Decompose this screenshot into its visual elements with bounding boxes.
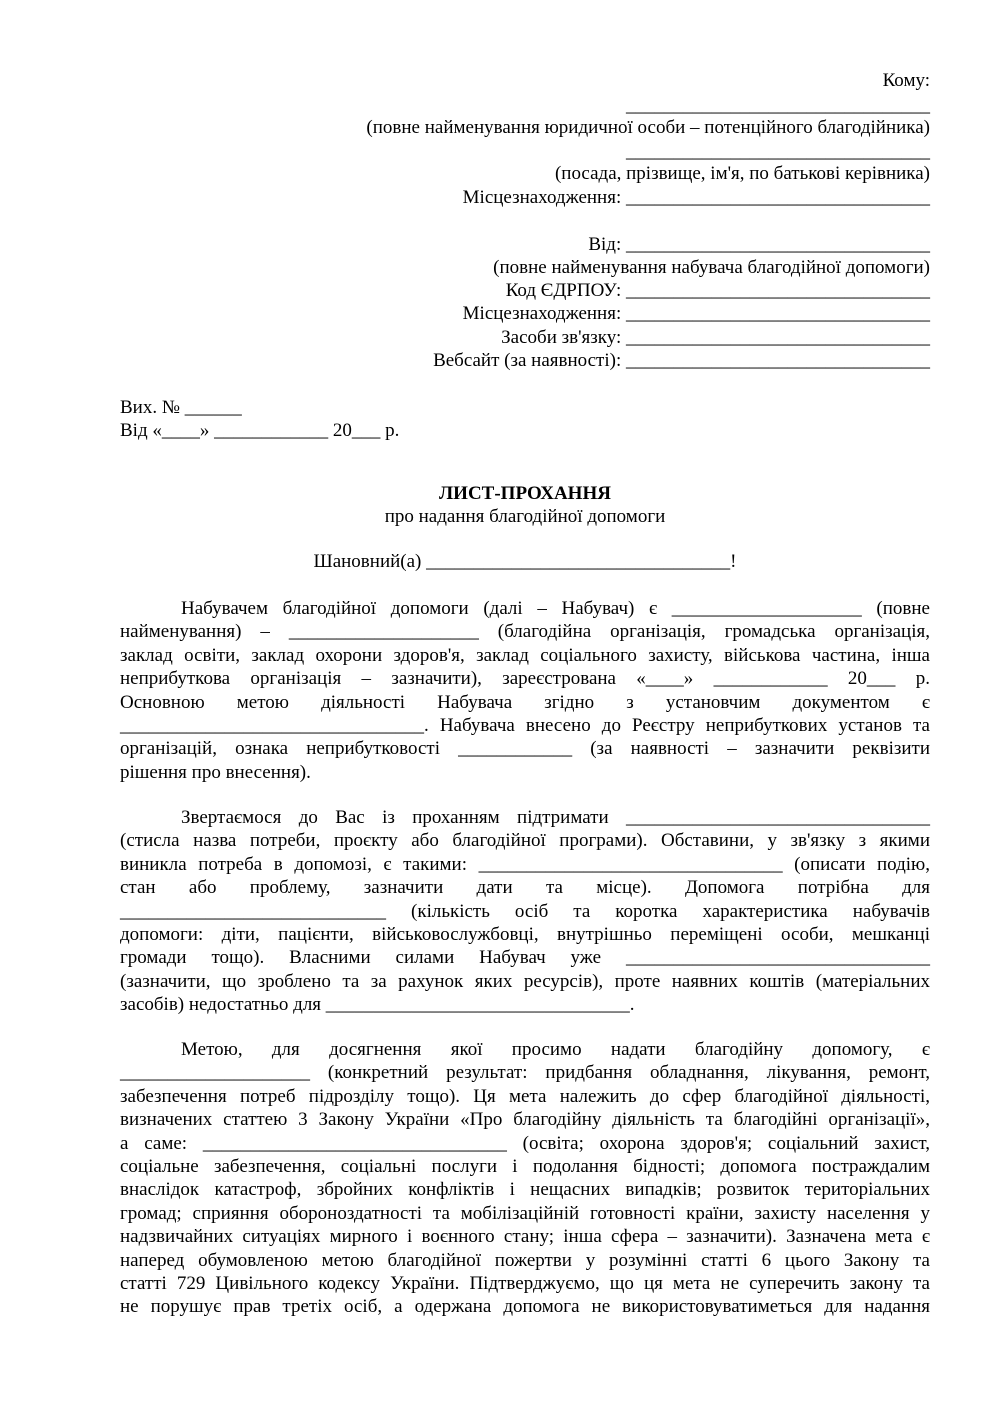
paragraph-line: забезпечення потреб підрозділу тощо). Ця мета належить до сфер благодійної діяльності, bbox=[120, 1085, 930, 1107]
paragraph-line: статті 729 Цивільного кодексу України. Підтверджуємо, що ця мета не суперечить закону та bbox=[120, 1272, 930, 1294]
addressee-location: Місцезнаходження: ________________________________ bbox=[462, 187, 930, 208]
sender-hint: (повне найменування набувача благодійної допомоги) bbox=[493, 257, 930, 278]
addressee-name-line: ________________________________ bbox=[626, 95, 930, 116]
paragraph-line: заклад освіти, заклад охорони здоров'я, заклад соціального захисту, військова частина, інша bbox=[120, 644, 930, 666]
paragraph-line: соціальне забезпечення, соціальні послуги і подолання бідності; допомога постраждалим bbox=[120, 1155, 930, 1177]
paragraph-line: а саме: ________________________________ (освіта; охорона здоров'я; соціальний захист, bbox=[120, 1132, 930, 1154]
addressee-head-hint: (посада, прізвище, ім'я, по батькові керівника) bbox=[554, 163, 930, 184]
paragraph-line: неприбуткова організація – зазначити), зареєстрована «____» ____________ 20___ р. bbox=[120, 668, 930, 690]
paragraph-request bbox=[120, 806, 930, 1017]
paragraph-line: Метою, для досягнення якої просимо надати благодійну допомогу, є bbox=[181, 1039, 930, 1060]
paragraph-line: засобів) недостатньо для ________________________________. bbox=[120, 994, 635, 1016]
paragraph-line: допомоги: діти, пацієнти, військовослужбовці, внутрішньо переміщені особи, мешканці bbox=[120, 923, 930, 945]
addressee-name-hint: (повне найменування юридичної особи – потенційного благодійника) bbox=[366, 117, 930, 138]
document-title: ЛИСТ-ПРОХАННЯ bbox=[439, 483, 611, 504]
paragraph-line: виникла потреба в допомозі, є такими: ________________________________ (описати подію, bbox=[120, 853, 930, 875]
paragraph-line: рішення про внесення). bbox=[120, 761, 311, 783]
paragraph-line: громад; сприяння обороноздатності та мобілізаційній готовності країни, захисту населення у bbox=[120, 1202, 930, 1224]
paragraph-purpose bbox=[120, 1038, 930, 1319]
sender-website: Вебсайт (за наявності): ________________________________ bbox=[433, 350, 930, 371]
paragraph-line: (зазначити, що зроблено та за рахунок яких ресурсів), проте наявних коштів (матеріальних bbox=[120, 970, 930, 992]
sender-line: Від: ________________________________ bbox=[588, 234, 930, 255]
addressee-head-line: ________________________________ bbox=[626, 141, 930, 162]
paragraph-line: визначених статтею 3 Закону України «Про благодійну діяльність та благодійні організації», bbox=[120, 1109, 930, 1131]
paragraph-line: ________________________________. Набувача внесено до Реєстру неприбуткових установ та bbox=[120, 714, 930, 736]
paragraph-line: організацій, ознака неприбутковості ____________ (за наявності – зазначити реквізити bbox=[120, 738, 930, 760]
paragraph-line: стан або проблему, зазначити дати та місце). Допомога потрібна для bbox=[120, 877, 930, 899]
paragraph-line: внаслідок катастроф, збройних конфліктів і нещасних випадків; розвиток територіальних bbox=[120, 1179, 930, 1201]
paragraph-line: не порушує прав третіх осіб, а одержана допомога не використовуватиметься для надання bbox=[120, 1296, 930, 1318]
paragraph-line: Основною метою діяльності Набувача згідно з установчим документом є bbox=[120, 691, 930, 713]
outgoing-date: Від «____» ____________ 20___ р. bbox=[120, 420, 400, 441]
paragraph-line: громади тощо). Власними силами Набувач уже ________________________________ bbox=[120, 947, 930, 969]
salutation: Шановний(а) ________________________________! bbox=[313, 551, 737, 572]
paragraph-line: Звертаємося до Вас із проханням підтримати ________________________________ bbox=[181, 807, 930, 828]
document-subtitle: про надання благодійної допомоги bbox=[384, 506, 666, 527]
paragraph-line: (стисла назва потреби, проєкту або благодійної програми). Обставини, у зв'язку з якими bbox=[120, 830, 930, 852]
paragraph-line: наперед обумовленою метою благодійної пожертви у розумінні статті 6 цього Закону та bbox=[120, 1249, 930, 1271]
addressee-label: Кому: bbox=[882, 70, 930, 91]
sender-contacts: Засоби зв'язку: ________________________________ bbox=[501, 327, 930, 348]
paragraph-line: ____________________ (конкретний результат: придбання обладнання, лікування, ремонт, bbox=[120, 1062, 930, 1084]
sender-edrpou: Код ЄДРПОУ: ________________________________ bbox=[505, 280, 930, 301]
paragraph-recipient-info bbox=[120, 597, 930, 784]
outgoing-number: Вих. № ______ bbox=[120, 397, 242, 418]
paragraph-line: ____________________________ (кількість осіб та коротка характеристика набувачів bbox=[120, 900, 930, 922]
sender-location: Місцезнаходження: ________________________________ bbox=[462, 303, 930, 324]
paragraph-line: найменування) – ____________________ (благодійна організація, громадська організація, bbox=[120, 621, 930, 643]
paragraph-line: надзвичайних ситуаціях мирного і воєнного стану; інша сфера – зазначити). Зазначена мета є bbox=[120, 1226, 930, 1248]
paragraph-line: Набувачем благодійної допомоги (далі – Набувач) є ____________________ (повне bbox=[181, 598, 930, 619]
